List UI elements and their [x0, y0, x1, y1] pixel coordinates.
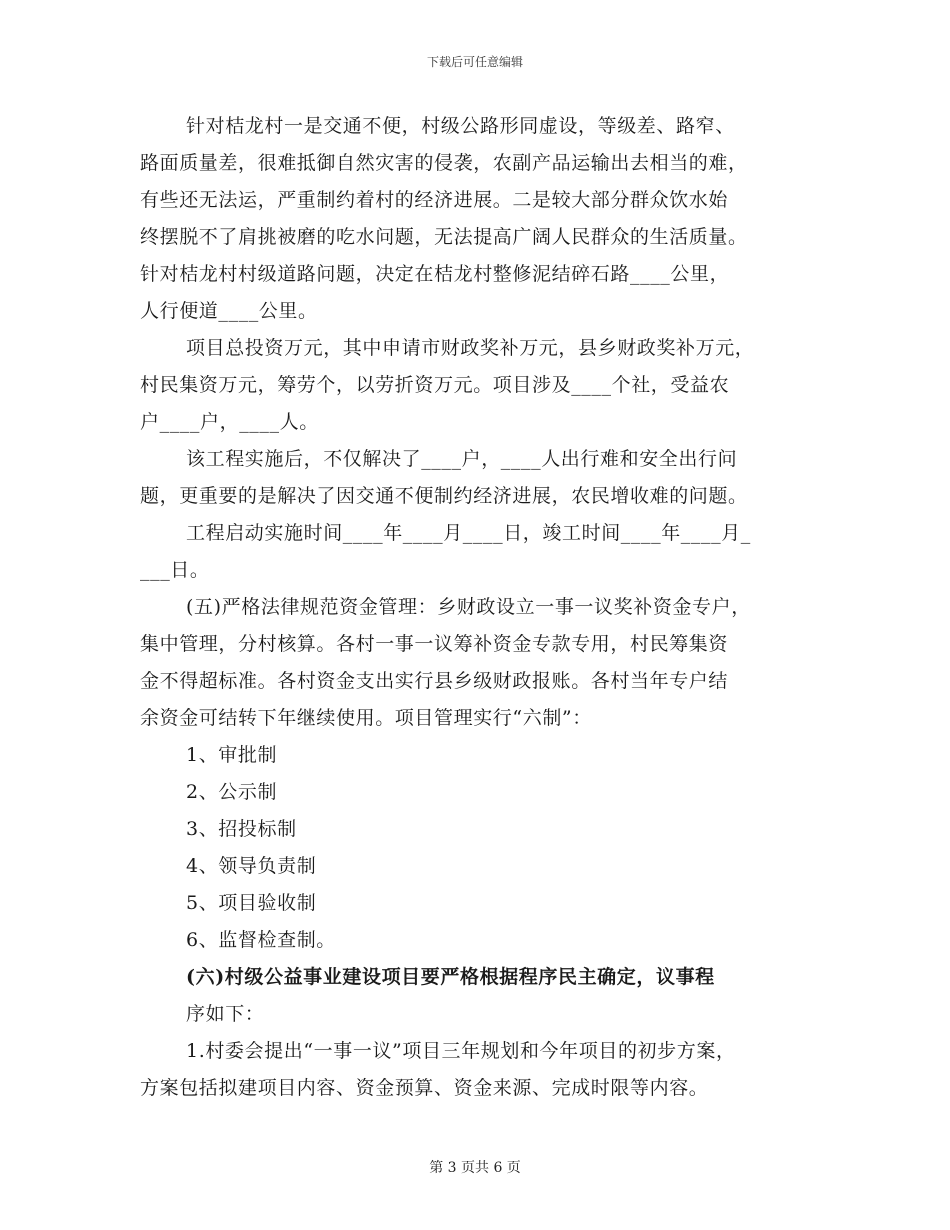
paragraph-line: 方案包括拟建项目内容、资金预算、资金来源、完成时限等内容。 [140, 1077, 709, 1099]
list-item: 6、监督检查制。 [186, 929, 336, 951]
list-item: 5、项目验收制 [186, 892, 317, 914]
document-body [140, 108, 815, 1107]
list-item: 2、公示制 [186, 781, 278, 803]
paragraph-line: 余资金可结转下年继续使用。项目管理实行“六制”： [140, 707, 592, 729]
list-item: 3、招投标制 [186, 818, 297, 840]
list-item: 4、领导负责制 [186, 855, 317, 877]
paragraph-line: 户____户，____人。 [140, 411, 319, 433]
paragraph-line: 路面质量差，很难抵御自然灾害的侵袭，农副产品运输出去相当的难， [140, 152, 748, 174]
paragraph-line: 有些还无法运，严重制约着村的经济进展。二是较大部分群众饮水始 [140, 189, 729, 211]
page-footer: 第 3 页共 6 页 [429, 1160, 521, 1176]
paragraph-line: 该工程实施后，不仅解决了____户，____人出行难和安全出行问 [186, 448, 738, 470]
paragraph-line: 人行便道____公里。 [140, 300, 318, 322]
section-heading: (六)村级公益事业建设项目要严格根据程序民主确定，议事程 [186, 966, 715, 988]
paragraph-line: 金不得超标准。各村资金支出实行县乡级财政报账。各村当年专户结 [140, 670, 729, 692]
list-item: 1、审批制 [186, 744, 278, 766]
paragraph-line: ___日。 [140, 559, 210, 581]
paragraph-line: 终摆脱不了肩挑被磨的吃水问题，无法提高广阔人民群众的生活质量。 [140, 226, 748, 248]
paragraph-line: 项目总投资万元，其中申请市财政奖补万元，县乡财政奖补万元， [186, 337, 755, 359]
paragraph-line: 集中管理，分村核算。各村一事一议筹补资金专款专用，村民筹集资 [140, 633, 729, 655]
paragraph-line: 1.村委会提出“一事一议”项目三年规划和今年项目的初步方案， [186, 1040, 736, 1062]
paragraph-line: 序如下： [186, 1003, 265, 1025]
paragraph-line: (五)严格法律规范资金管理：乡财政设立一事一议奖补资金专户， [186, 596, 751, 618]
paragraph-line: 工程启动实施时间____年____月____日，竣工时间____年____月_ [186, 522, 751, 544]
page-header: 下载后可任意编辑 [426, 55, 523, 69]
paragraph-line: 村民集资万元，筹劳个，以劳折资万元。项目涉及____个社，受益农 [140, 374, 730, 396]
paragraph-line: 针对桔龙村村级道路问题，决定在桔龙村整修泥结碎石路____公里， [140, 263, 730, 285]
paragraph-line: 题，更重要的是解决了因交通不便制约经济进展，农民增收难的问题。 [140, 485, 748, 507]
paragraph-line: 针对桔龙村一是交通不便，村级公路形同虚设，等级差、路窄、 [186, 115, 735, 137]
